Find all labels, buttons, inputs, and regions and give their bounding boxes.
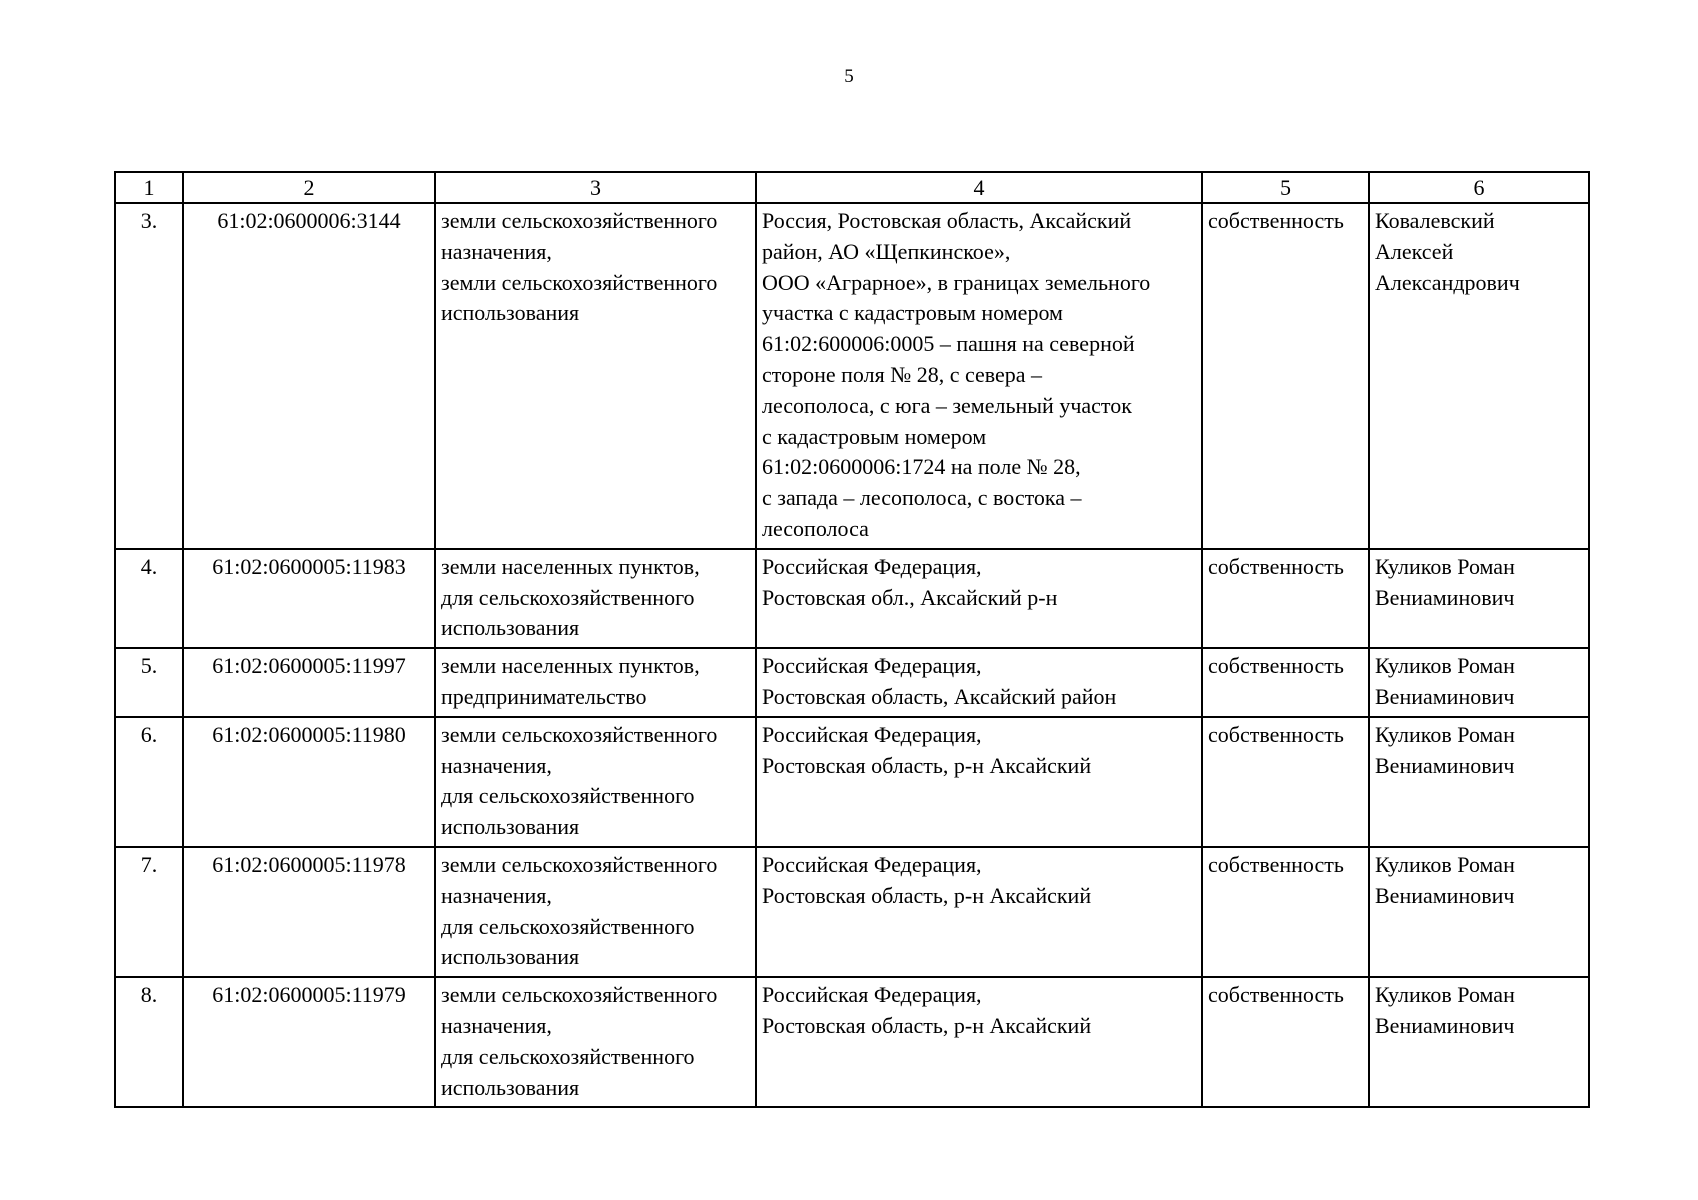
land-plots-table — [114, 171, 1590, 1108]
land-category-cell: земли населенных пунктов, предпринимательство — [435, 648, 756, 717]
owner-cell: Куликов Роман Вениаминович — [1369, 847, 1589, 977]
row-number-cell: 3. — [115, 203, 183, 549]
column-header: 5 — [1202, 172, 1369, 203]
owner-cell: Куликов Роман Вениаминович — [1369, 648, 1589, 717]
land-category-cell: земли сельскохозяйственного назначения, для сельскохозяйственного использования — [435, 977, 756, 1107]
column-header: 4 — [756, 172, 1202, 203]
owner-cell: Ковалевский Алексей Александрович — [1369, 203, 1589, 549]
land-category-cell: земли сельскохозяйственного назначения, для сельскохозяйственного использования — [435, 847, 756, 977]
cadastral-number-cell: 61:02:0600005:11978 — [183, 847, 435, 977]
table-row — [115, 717, 1589, 847]
address-cell: Россия, Ростовская область, Аксайский район, АО «Щепкинское», ООО «Аграрное», в границах земельного участка с кадастровым номером 61:02:600006:0005 – пашня на северной стороне поля № 28, с севера – лесополоса, с юга – земельный участок с кадастровым номером 61:02:0600006:1724 на поле № 28, с запада – лесополоса, с востока – лесополоса — [756, 203, 1202, 549]
table-row — [115, 549, 1589, 648]
owner-cell: Куликов Роман Вениаминович — [1369, 717, 1589, 847]
right-type-cell: собственность — [1202, 717, 1369, 847]
land-category-cell: земли сельскохозяйственного назначения, земли сельскохозяйственного использования — [435, 203, 756, 549]
row-number-cell: 4. — [115, 549, 183, 648]
address-cell: Российская Федерация, Ростовская область, р-н Аксайский — [756, 977, 1202, 1107]
address-cell: Российская Федерация, Ростовская область, Аксайский район — [756, 648, 1202, 717]
row-number-cell: 7. — [115, 847, 183, 977]
cadastral-number-cell: 61:02:0600005:11983 — [183, 549, 435, 648]
row-number-cell: 6. — [115, 717, 183, 847]
address-cell: Российская Федерация, Ростовская область, р-н Аксайский — [756, 847, 1202, 977]
cadastral-number-cell: 61:02:0600005:11979 — [183, 977, 435, 1107]
address-cell: Российская Федерация, Ростовская обл., Аксайский р-н — [756, 549, 1202, 648]
owner-cell: Куликов Роман Вениаминович — [1369, 977, 1589, 1107]
table-row — [115, 203, 1589, 549]
column-header: 3 — [435, 172, 756, 203]
cadastral-number-cell: 61:02:0600006:3144 — [183, 203, 435, 549]
cadastral-number-cell: 61:02:0600005:11980 — [183, 717, 435, 847]
land-category-cell: земли населенных пунктов, для сельскохозяйственного использования — [435, 549, 756, 648]
right-type-cell: собственность — [1202, 648, 1369, 717]
column-header: 6 — [1369, 172, 1589, 203]
land-category-cell: земли сельскохозяйственного назначения, для сельскохозяйственного использования — [435, 717, 756, 847]
table-row — [115, 847, 1589, 977]
table-header-row — [115, 172, 1589, 203]
right-type-cell: собственность — [1202, 977, 1369, 1107]
table-row — [115, 648, 1589, 717]
owner-cell: Куликов Роман Вениаминович — [1369, 549, 1589, 648]
table-row — [115, 977, 1589, 1107]
row-number-cell: 8. — [115, 977, 183, 1107]
cadastral-number-cell: 61:02:0600005:11997 — [183, 648, 435, 717]
right-type-cell: собственность — [1202, 203, 1369, 549]
page-number: 5 — [844, 66, 854, 87]
row-number-cell: 5. — [115, 648, 183, 717]
right-type-cell: собственность — [1202, 549, 1369, 648]
column-header: 2 — [183, 172, 435, 203]
column-header: 1 — [115, 172, 183, 203]
right-type-cell: собственность — [1202, 847, 1369, 977]
address-cell: Российская Федерация, Ростовская область, р-н Аксайский — [756, 717, 1202, 847]
